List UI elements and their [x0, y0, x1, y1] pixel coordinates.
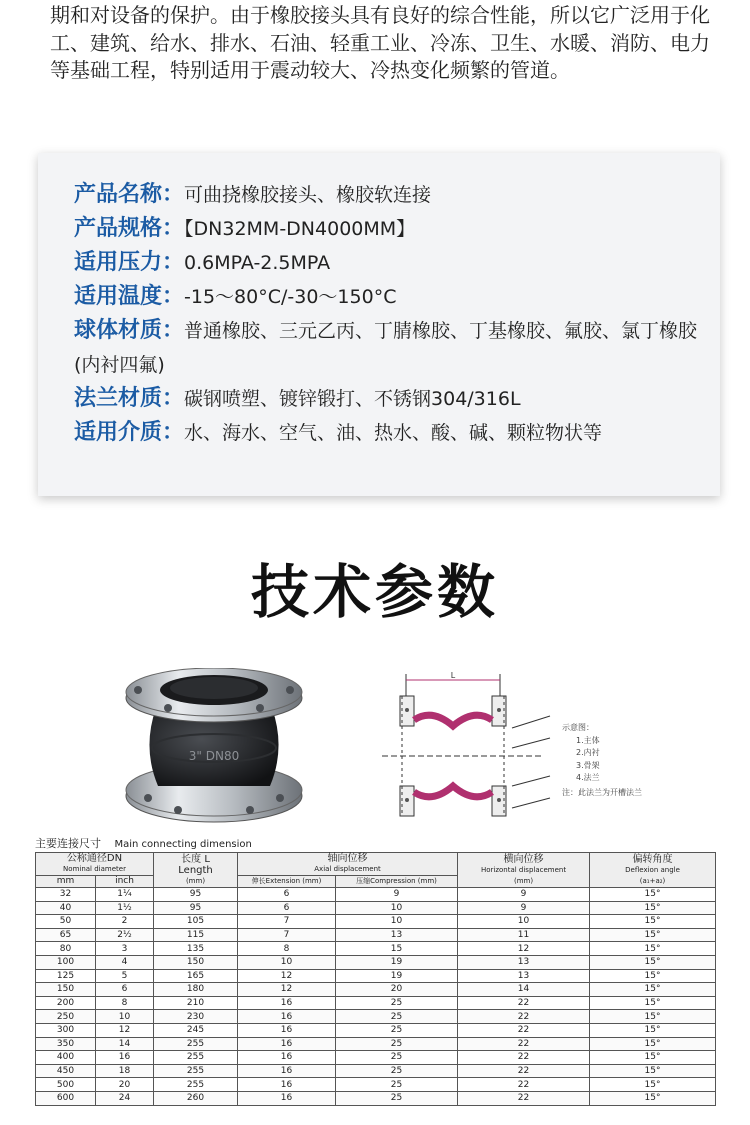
table-cell: 16	[238, 1023, 336, 1037]
table-cell: 10	[96, 1010, 154, 1024]
table-row	[36, 1078, 716, 1092]
table-cell: 1¼	[96, 888, 154, 902]
table-cell: 22	[458, 1091, 590, 1105]
table-cell: 13	[336, 928, 458, 942]
table-cell: 3	[96, 942, 154, 956]
header-deflexion: 偏转角度 Deflexion angle (a₁+a₂)	[590, 853, 716, 888]
table-cell: 255	[154, 1078, 238, 1092]
table-cell: 16	[238, 1051, 336, 1065]
table-row	[36, 996, 716, 1010]
legend-item: 3.骨架	[576, 760, 600, 770]
table-cell: 210	[154, 996, 238, 1010]
table-cell: 400	[36, 1051, 96, 1065]
table-cell: 15°	[590, 915, 716, 929]
table-cell: 9	[336, 888, 458, 902]
table-row	[36, 915, 716, 929]
table-cell: 16	[96, 1051, 154, 1065]
table-cell: 15°	[590, 1091, 716, 1105]
table-caption-cn: 主要连接尺寸	[35, 837, 101, 850]
table-caption	[35, 835, 252, 851]
table-cell: 15°	[590, 1037, 716, 1051]
table-cell: 16	[238, 1091, 336, 1105]
table-cell: 20	[336, 983, 458, 997]
table-cell: 100	[36, 955, 96, 969]
header-mm: mm	[36, 876, 96, 888]
table-cell: 50	[36, 915, 96, 929]
table-cell: 15°	[590, 1078, 716, 1092]
legend-items	[562, 735, 642, 785]
table-cell: 15°	[590, 942, 716, 956]
spec-value: 水、海水、空气、油、热水、酸、碱、颗粒物状等	[184, 422, 603, 444]
spec-row	[74, 416, 714, 450]
header-inch: inch	[96, 876, 154, 888]
header-horizontal: 横向位移 Horizontal displacement (mm)	[458, 853, 590, 888]
table-cell: 22	[458, 1010, 590, 1024]
table-cell: 12	[96, 1023, 154, 1037]
rubber-joint-photo	[118, 668, 310, 828]
table-cell: 14	[458, 983, 590, 997]
table-cell: 300	[36, 1023, 96, 1037]
spec-value: 【DN32MM-DN4000MM】	[184, 218, 416, 240]
table-row	[36, 928, 716, 942]
table-cell: 25	[336, 1037, 458, 1051]
table-row	[36, 1064, 716, 1078]
table-cell: 165	[154, 969, 238, 983]
table-cell: 95	[154, 888, 238, 902]
table-cell: 10	[238, 955, 336, 969]
table-cell: 260	[154, 1091, 238, 1105]
spec-row	[74, 280, 714, 314]
table-cell: 25	[336, 1023, 458, 1037]
dimension-table	[35, 852, 716, 1106]
spec-label: 适用压力：	[74, 250, 185, 275]
table-cell: 250	[36, 1010, 96, 1024]
table-row	[36, 1010, 716, 1024]
table-cell: 255	[154, 1051, 238, 1065]
table-row	[36, 1037, 716, 1051]
legend-item: 2.内衬	[576, 748, 600, 757]
table-cell: 25	[336, 1091, 458, 1105]
intro-paragraph: 期和对设备的保护。由于橡胶接头具有良好的综合性能，所以它广泛用于化工、建筑、给水、排水、石油、轻重工业、冷冻、卫生、水暖、消防、电力等基础工程，特别适用于震动较大、冷热变化频繁的管道。	[50, 3, 710, 82]
product-spec-card	[38, 153, 720, 496]
table-row	[36, 901, 716, 915]
table-cell: 150	[36, 983, 96, 997]
spec-label: 产品规格：	[74, 216, 185, 241]
table-cell: 15°	[590, 1010, 716, 1024]
diagram-legend	[562, 722, 642, 799]
table-cell: 6	[96, 983, 154, 997]
table-cell: 5	[96, 969, 154, 983]
table-cell: 25	[336, 1078, 458, 1092]
table-cell: 2	[96, 915, 154, 929]
table-cell: 15	[336, 942, 458, 956]
table-cell: 25	[336, 1064, 458, 1078]
header-compression: 压缩Compression (mm)	[336, 876, 458, 888]
table-cell: 12	[238, 969, 336, 983]
table-cell: 20	[96, 1078, 154, 1092]
section-title: 技术参数	[250, 558, 499, 626]
legend-item: 1.主体	[576, 735, 600, 745]
table-cell: 125	[36, 969, 96, 983]
table-cell: 8	[238, 942, 336, 956]
table-cell: 245	[154, 1023, 238, 1037]
table-cell: 12	[458, 942, 590, 956]
table-cell: 600	[36, 1091, 96, 1105]
legend-note: 注：此法兰为开槽法兰	[562, 787, 642, 797]
table-cell: 4	[96, 955, 154, 969]
table-cell: 19	[336, 955, 458, 969]
table-cell: 9	[458, 888, 590, 902]
table-cell: 105	[154, 915, 238, 929]
spec-label: 球体材质：	[74, 318, 185, 343]
table-cell: 500	[36, 1078, 96, 1092]
table-cell: 16	[238, 1064, 336, 1078]
table-cell: 255	[154, 1037, 238, 1051]
table-cell: 15°	[590, 928, 716, 942]
table-cell: 200	[36, 996, 96, 1010]
table-row	[36, 1023, 716, 1037]
table-cell: 22	[458, 1064, 590, 1078]
table-cell: 180	[154, 983, 238, 997]
table-cell: 9	[458, 901, 590, 915]
table-cell: 10	[336, 915, 458, 929]
table-cell: 95	[154, 901, 238, 915]
table-cell: 115	[154, 928, 238, 942]
table-cell: 7	[238, 915, 336, 929]
table-cell: 15°	[590, 969, 716, 983]
spec-row	[74, 212, 714, 246]
table-row	[36, 955, 716, 969]
table-cell: 7	[238, 928, 336, 942]
table-cell: 13	[458, 969, 590, 983]
table-cell: 135	[154, 942, 238, 956]
table-cell: 25	[336, 1051, 458, 1065]
table-cell: 10	[458, 915, 590, 929]
spec-value: 普通橡胶、三元乙丙、丁腈橡胶、丁基橡胶、氟胶、氯丁橡胶(内衬四氟)	[74, 320, 698, 376]
table-row	[36, 1091, 716, 1105]
spec-value: 0.6MPA-2.5MPA	[184, 252, 331, 274]
table-cell: 2½	[96, 928, 154, 942]
table-cell: 16	[238, 996, 336, 1010]
table-cell: 15°	[590, 996, 716, 1010]
table-cell: 11	[458, 928, 590, 942]
spec-label: 适用介质：	[74, 420, 185, 445]
table-cell: 15°	[590, 1023, 716, 1037]
header-dn: 公称通径DN Nominal diameter	[36, 853, 154, 876]
table-cell: 15°	[590, 888, 716, 902]
table-cell: 22	[458, 996, 590, 1010]
table-cell: 15°	[590, 955, 716, 969]
table-cell: 13	[458, 955, 590, 969]
header-length: 长度 L Length (mm)	[154, 853, 238, 888]
header-axial: 轴向位移 Axial displacement	[238, 853, 458, 876]
table-cell: 19	[336, 969, 458, 983]
legend-item: 4.法兰	[576, 773, 600, 782]
table-cell: 16	[238, 1078, 336, 1092]
table-cell: 25	[336, 996, 458, 1010]
table-cell: 22	[458, 1023, 590, 1037]
photo-marking: 3" DN80	[188, 749, 240, 763]
table-cell: 15°	[590, 901, 716, 915]
spec-label: 产品名称：	[74, 182, 185, 207]
table-cell: 1½	[96, 901, 154, 915]
table-cell: 230	[154, 1010, 238, 1024]
spec-value: -15～80°C/-30～150°C	[184, 286, 397, 308]
table-caption-en: Main connecting dimension	[114, 839, 252, 850]
table-cell: 255	[154, 1064, 238, 1078]
spec-value: 可曲挠橡胶接头、橡胶软连接	[184, 184, 432, 206]
table-cell: 8	[96, 996, 154, 1010]
table-cell: 15°	[590, 1064, 716, 1078]
table-row	[36, 983, 716, 997]
table-cell: 15°	[590, 1051, 716, 1065]
table-cell: 32	[36, 888, 96, 902]
table-cell: 15°	[590, 983, 716, 997]
table-cell: 14	[96, 1037, 154, 1051]
table-cell: 22	[458, 1051, 590, 1065]
table-cell: 65	[36, 928, 96, 942]
table-row	[36, 888, 716, 902]
table-body	[36, 888, 716, 1106]
table-cell: 12	[238, 983, 336, 997]
spec-label: 适用温度：	[74, 284, 185, 309]
table-cell: 80	[36, 942, 96, 956]
table-cell: 22	[458, 1078, 590, 1092]
table-cell: 6	[238, 888, 336, 902]
table-row	[36, 942, 716, 956]
table-cell: 25	[336, 1010, 458, 1024]
spec-row	[74, 246, 714, 280]
table-cell: 18	[96, 1064, 154, 1078]
table-cell: 16	[238, 1037, 336, 1051]
table-cell: 6	[238, 901, 336, 915]
table-cell: 10	[336, 901, 458, 915]
table-cell: 450	[36, 1064, 96, 1078]
header-extension: 伸长Extension (mm)	[238, 876, 336, 888]
table-cell: 150	[154, 955, 238, 969]
table-cell: 24	[96, 1091, 154, 1105]
table-cell: 350	[36, 1037, 96, 1051]
table-cell: 16	[238, 1010, 336, 1024]
spec-label: 法兰材质：	[74, 386, 185, 411]
spec-row	[74, 382, 714, 416]
table-row	[36, 969, 716, 983]
spec-list	[74, 178, 714, 450]
spec-value: 碳钢喷塑、镀锌锻打、不锈钢304/316L	[184, 388, 521, 410]
spec-row	[74, 314, 714, 382]
table-cell: 22	[458, 1037, 590, 1051]
spec-row	[74, 178, 714, 212]
dimension-l-label: L	[450, 671, 456, 680]
table-row	[36, 1051, 716, 1065]
table-cell: 40	[36, 901, 96, 915]
legend-title: 示意图：	[562, 723, 594, 732]
